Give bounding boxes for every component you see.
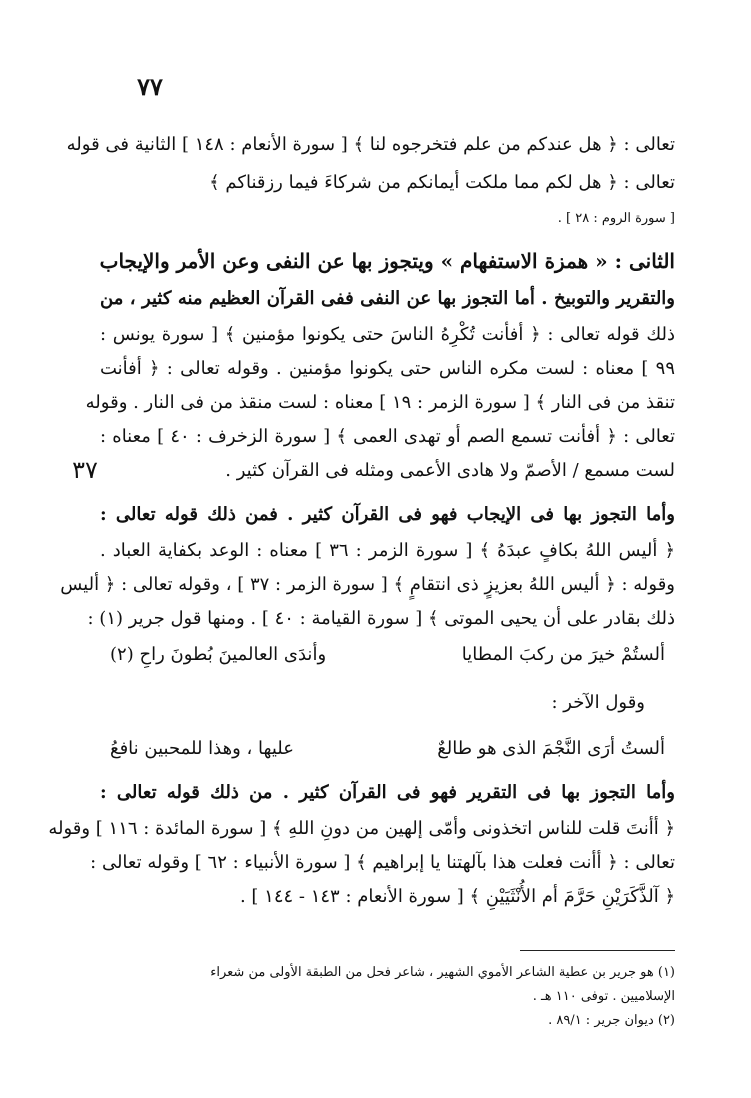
text-line: وقول الآخر :	[551, 692, 645, 713]
text-line: ﴿ أأنتَ قلت للناس اتخذونى وأمّى إلهين من دونِ اللهِ ﴾ [ سورة المائدة : ١١٦ ] وقوله	[48, 818, 675, 839]
text-line: والتقرير والتوبيخ . أما التجوز بها عن النفى ففى القرآن العظيم منه كثير ، من	[100, 288, 675, 309]
text-line: [ سورة الروم : ٢٨ ] .	[557, 211, 675, 226]
poetry-verse-2	[110, 734, 665, 764]
text-line: تعالى : ﴿ أفأنت تسمع الصم أو تهدى العمى ﴾ [ سورة الزخرف : ٤٠ ] معناه :	[100, 426, 675, 447]
margin-page-marker: ٣٧	[72, 456, 98, 484]
footnote: (١) هو جرير بن عطية الشاعر الأموي الشهير ، شاعر فحل من الطبقة الأولى من شعراء	[210, 965, 675, 980]
page-number: ٧٧	[137, 72, 163, 101]
text-line: تعالى : ﴿ أأنت فعلت هذا بآلهتنا يا إبراهيم ﴾ [ سورة الأنبياء : ٦٢ ] وقوله تعالى :	[90, 852, 675, 873]
text-line: وأما التجوز بها فى الإيجاب فهو فى القرآن كثير . فمن ذلك قوله تعالى :	[100, 504, 675, 525]
footnote: الإسلاميين . توفى ١١٠ هـ .	[532, 989, 675, 1004]
text-line: ذلك قوله تعالى : ﴿ أفأنت تُكْرِهُ الناسَ حتى يكونوا مؤمنين ﴾ [ سورة يونس :	[100, 324, 675, 345]
text-line: تعالى : ﴿ هل لكم مما ملكت أيمانكم من شركاءَ فيما رزقناكم ﴾	[209, 172, 675, 193]
verse-hemistich-right: ألستُمْ خيرَ من ركبَ المطايا	[461, 644, 665, 665]
verse-hemistich-right: ألستُ أرَى النَّجْمَ الذى هو طالعٌ	[437, 738, 665, 759]
text-line: ﴿ أليس اللهُ بكافٍ عبدَهُ ﴾ [ سورة الزمر : ٣٦ ] معناه : الوعد بكفاية العباد .	[100, 540, 675, 561]
text-line: تعالى : ﴿ هل عندكم من علم فتخرجوه لنا ﴾ [ سورة الأنعام : ١٤٨ ] الثانية فى قوله	[66, 134, 675, 155]
footnote-divider	[520, 950, 675, 951]
section-heading-line: الثانى : « همزة الاستفهام » ويتجوز بها عن النفى وعن الأمر والإيجاب	[99, 249, 675, 273]
text-line: ٩٩ ] معناه : لست مكره الناس حتى يكونوا مؤمنين . وقوله تعالى : ﴿ أفأنت	[100, 358, 675, 379]
text-line: لست مسمع / الأصمّ ولا هادى الأعمى ومثله فى القرآن كثير .	[225, 460, 675, 481]
poetry-verse-1	[110, 640, 665, 670]
verse-hemistich-left: وأندَى العالمينَ بُطونَ راحِ (٢)	[110, 644, 327, 665]
text-line: وقوله : ﴿ أليس اللهُ بعزيزٍ ذى انتقامٍ ﴾ [ سورة الزمر : ٣٧ ] ، وقوله تعالى : ﴿ أليس	[60, 574, 675, 595]
verse-hemistich-left: عليها ، وهذا للمحبين نافعُ	[110, 738, 294, 759]
text-line: وأما التجوز بها فى التقرير فهو فى القرآن كثير . من ذلك قوله تعالى :	[100, 782, 675, 803]
text-line: ﴿ آلذَّكَرَيْنِ حَرَّمَ أم الأُنْثَيَيْنِ ﴾ [ سورة الأنعام : ١٤٣ - ١٤٤ ] .	[239, 886, 675, 907]
footnote: (٢) ديوان جرير : ٨٩/١ .	[548, 1013, 675, 1028]
text-line: تنقذ من فى النار ﴾ [ سورة الزمر : ١٩ ] معناه : لست منقذ من فى النار . وقوله	[85, 392, 675, 413]
text-line: ذلك بقادر على أن يحيى الموتى ﴾ [ سورة القيامة : ٤٠ ] . ومنها قول جرير (١) :	[87, 608, 675, 629]
